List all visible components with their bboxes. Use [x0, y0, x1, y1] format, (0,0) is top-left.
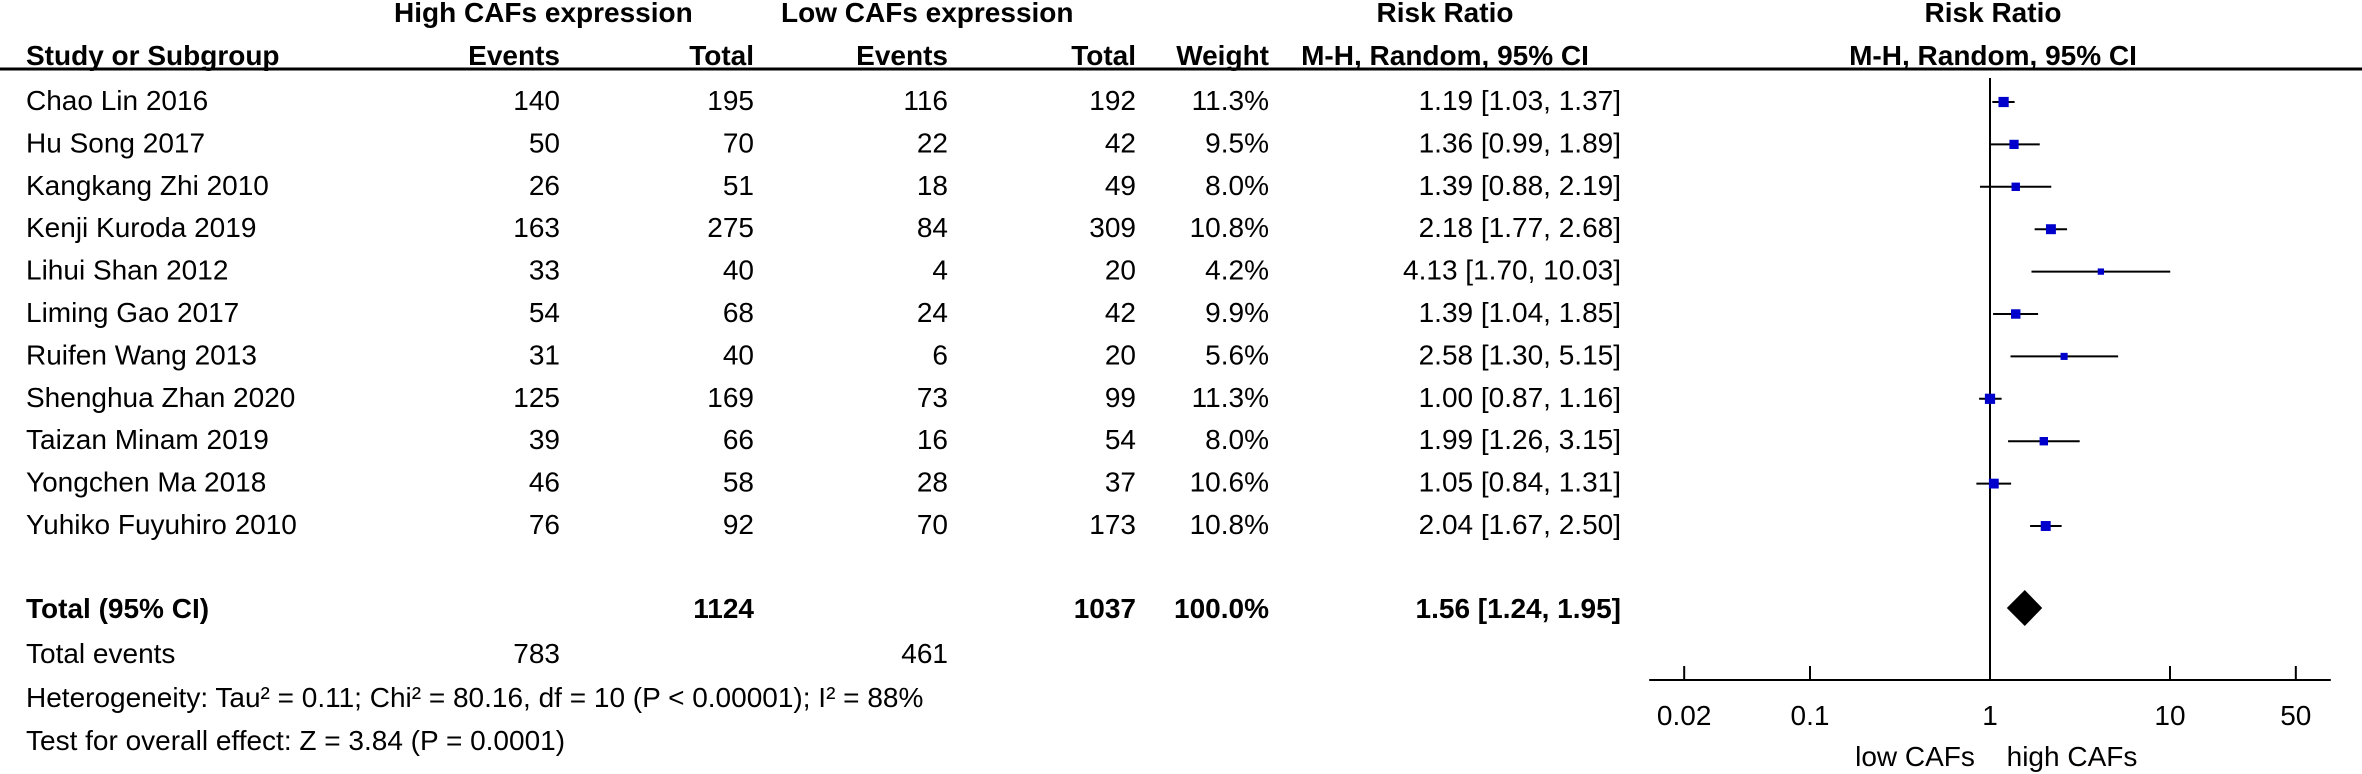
- row-weight: 10.6%: [1189, 466, 1269, 498]
- total-row: [26, 593, 1621, 624]
- row-total1: 40: [722, 254, 754, 286]
- row-total1: 70: [722, 127, 754, 159]
- row-total1: 92: [722, 509, 754, 540]
- table-row: [26, 127, 1621, 158]
- row-weight: 5.6%: [1205, 339, 1269, 371]
- study-marker: [2008, 437, 2080, 445]
- row-ci-text: 1.36 [0.99, 1.89]: [1418, 127, 1621, 159]
- row-ci-text: 1.39 [1.04, 1.85]: [1418, 297, 1621, 328]
- axis-label-right: high CAFs: [2006, 741, 2138, 772]
- row-events2: 116: [903, 85, 948, 116]
- header-events2: Events: [856, 40, 948, 71]
- header-method-col: M-H, Random, 95% CI: [1301, 40, 1589, 71]
- row-total1: 66: [722, 424, 754, 456]
- row-events2: 6: [932, 339, 948, 371]
- header-total1: Total: [689, 40, 754, 71]
- study-marker: [1992, 97, 2014, 107]
- row-total2: 37: [1104, 466, 1136, 498]
- row-study: Ruifen Wang 2013: [26, 339, 257, 371]
- row-ci-text: 1.19 [1.03, 1.37]: [1418, 85, 1621, 116]
- header-method-plot: M-H, Random, 95% CI: [1849, 40, 2137, 71]
- point-estimate: [2046, 224, 2056, 234]
- table-row: [26, 255, 1621, 286]
- row-total1: 195: [707, 85, 754, 116]
- row-ci-text: 4.13 [1.70, 10.03]: [1403, 254, 1621, 286]
- row-events1: 33: [528, 254, 560, 286]
- table-row: [26, 339, 1621, 370]
- total-events-row: [26, 638, 948, 669]
- row-weight: 9.5%: [1205, 127, 1269, 159]
- row-events1: 31: [528, 339, 560, 371]
- point-estimate: [1998, 97, 2008, 107]
- row-events2: 28: [916, 466, 948, 498]
- row-total1: 68: [722, 297, 754, 328]
- study-marker: [2035, 224, 2067, 234]
- table-row: [26, 509, 1621, 540]
- row-events2: 4: [932, 254, 948, 286]
- total-total2: 1037: [1073, 593, 1136, 624]
- point-estimate: [1989, 479, 1999, 489]
- row-events2: 73: [916, 381, 948, 413]
- row-weight: 8.0%: [1205, 169, 1269, 201]
- row-study: Liming Gao 2017: [26, 297, 240, 328]
- row-study: Chao Lin 2016: [26, 85, 209, 116]
- row-events1: 50: [528, 127, 560, 159]
- x-tick-label: 50: [2280, 700, 2312, 731]
- row-total2: 173: [1089, 509, 1136, 540]
- row-total1: 51: [722, 169, 754, 201]
- study-rows: [26, 85, 1621, 540]
- row-events2: 84: [916, 212, 948, 244]
- row-weight: 10.8%: [1189, 212, 1269, 244]
- study-marker: [2011, 353, 2119, 360]
- row-events2: 16: [916, 424, 948, 456]
- x-tick-label: 0.02: [1656, 700, 1712, 731]
- row-total2: 42: [1104, 127, 1136, 159]
- header-rr-col: Risk Ratio: [1376, 0, 1514, 28]
- header-events1: Events: [468, 40, 560, 71]
- row-total2: 20: [1104, 254, 1136, 286]
- header-total2: Total: [1071, 40, 1136, 71]
- row-ci-text: 2.58 [1.30, 5.15]: [1418, 339, 1621, 371]
- table-row: [26, 424, 1621, 455]
- row-total1: 40: [722, 339, 754, 371]
- study-marker: [2031, 268, 2170, 274]
- row-total2: 99: [1104, 381, 1136, 413]
- row-events1: 76: [528, 509, 560, 540]
- row-study: Kenji Kuroda 2019: [26, 212, 257, 244]
- row-ci-text: 1.99 [1.26, 3.15]: [1418, 424, 1621, 456]
- row-events1: 39: [528, 424, 560, 456]
- total-weight: 100.0%: [1174, 593, 1269, 624]
- axis-label-left: low CAFs: [1855, 741, 1975, 772]
- row-ci-text: 1.00 [0.87, 1.16]: [1418, 381, 1621, 413]
- row-study: Hu Song 2017: [26, 127, 206, 159]
- row-events1: 46: [528, 466, 560, 498]
- row-weight: 11.3%: [1191, 381, 1269, 413]
- study-marker: [1993, 309, 2038, 318]
- overall-effect-text: Test for overall effect: Z = 3.84 (P = 0.0001): [26, 725, 566, 756]
- row-weight: 4.2%: [1205, 254, 1269, 286]
- study-marker: [2030, 521, 2062, 531]
- table-row: [26, 170, 1621, 201]
- row-total2: 192: [1089, 85, 1136, 116]
- row-study: Kangkang Zhi 2010: [26, 169, 269, 201]
- row-study: Lihui Shan 2012: [26, 254, 229, 286]
- study-marker: [1989, 140, 2040, 149]
- table-row: [26, 297, 1621, 328]
- row-ci-text: 2.18 [1.77, 2.68]: [1418, 212, 1621, 244]
- header-weight: Weight: [1176, 40, 1269, 71]
- row-study: Yongchen Ma 2018: [26, 466, 267, 498]
- row-total1: 169: [707, 381, 754, 413]
- row-events1: 54: [528, 297, 560, 328]
- forest-plot: [1649, 78, 2331, 731]
- row-weight: 10.8%: [1189, 509, 1269, 540]
- x-tick-label: 0.1: [1790, 700, 1830, 731]
- row-ci-text: 1.05 [0.84, 1.31]: [1418, 466, 1621, 498]
- row-ci-text: 2.04 [1.67, 2.50]: [1418, 509, 1621, 540]
- point-estimate: [1985, 394, 1995, 404]
- total-label: Total (95% CI): [26, 593, 210, 624]
- header-group1: High CAFs expression: [394, 0, 693, 28]
- header-rr-plot: Risk Ratio: [1924, 0, 2062, 28]
- row-events2: 70: [916, 509, 948, 540]
- row-weight: 8.0%: [1205, 424, 1269, 456]
- row-ci-text: 1.39 [0.88, 2.19]: [1418, 169, 1621, 201]
- table-row: [26, 382, 1621, 413]
- table-row: [26, 85, 1621, 116]
- row-total1: 58: [722, 466, 754, 498]
- point-estimate: [2012, 183, 2020, 191]
- row-total2: 42: [1104, 297, 1136, 328]
- header-group2: Low CAFs expression: [781, 0, 1074, 28]
- row-total1: 275: [707, 212, 754, 244]
- x-tick-label: 10: [2154, 700, 2186, 731]
- row-events1: 140: [513, 85, 560, 116]
- row-weight: 9.9%: [1205, 297, 1269, 328]
- heterogeneity-text: Heterogeneity: Tau² = 0.11; Chi² = 80.16, df = 10 (P < 0.00001); I² = 88%: [26, 682, 924, 713]
- row-study: Yuhiko Fuyuhiro 2010: [26, 509, 297, 540]
- row-study: Shenghua Zhan 2020: [26, 381, 296, 413]
- row-events1: 26: [528, 169, 560, 201]
- study-marker: [1979, 394, 2001, 404]
- row-study: Taizan Minam 2019: [26, 424, 269, 456]
- row-events1: 163: [513, 212, 560, 244]
- point-estimate: [2009, 140, 2018, 149]
- point-estimate: [2061, 353, 2068, 360]
- row-events2: 18: [916, 169, 948, 201]
- table-row: [26, 467, 1621, 498]
- header-group: [26, 0, 2137, 71]
- row-weight: 11.3%: [1191, 85, 1269, 116]
- point-estimate: [2011, 309, 2020, 318]
- row-total2: 49: [1104, 169, 1136, 201]
- pooled-diamond: [2007, 590, 2042, 626]
- total-events-label: Total events: [26, 638, 176, 669]
- total-events1: 783: [513, 638, 560, 669]
- total-ci-text: 1.56 [1.24, 1.95]: [1415, 593, 1621, 624]
- header-study: Study or Subgroup: [26, 40, 280, 71]
- table-row: [26, 212, 1621, 243]
- point-estimate: [2041, 521, 2051, 531]
- study-marker: [1976, 479, 2011, 489]
- total-total1: 1124: [693, 593, 754, 624]
- row-total2: 309: [1089, 212, 1136, 244]
- point-estimate: [2040, 437, 2048, 445]
- row-total2: 54: [1104, 424, 1136, 456]
- total-events2: 461: [901, 638, 948, 669]
- x-tick-label: 1: [1982, 700, 1998, 731]
- row-events2: 22: [916, 127, 948, 159]
- row-total2: 20: [1104, 339, 1136, 371]
- row-events1: 125: [513, 381, 560, 413]
- row-events2: 24: [916, 297, 948, 328]
- point-estimate: [2098, 268, 2104, 274]
